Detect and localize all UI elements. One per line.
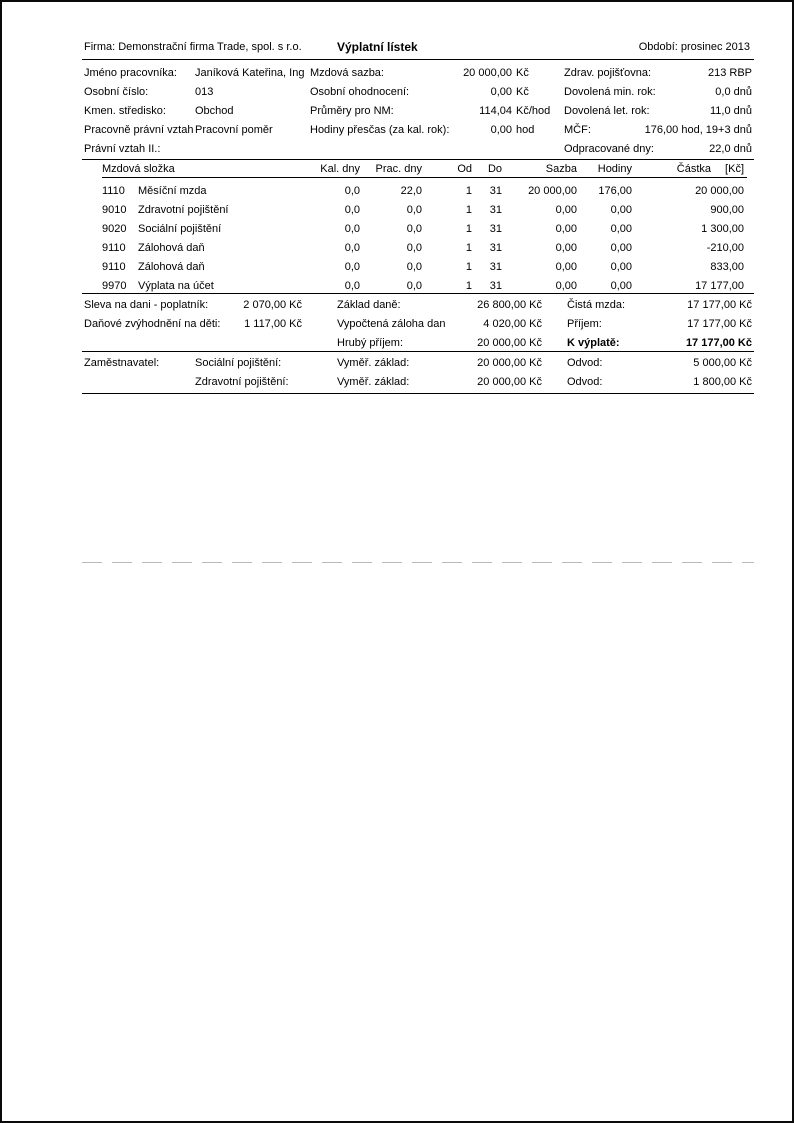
employer-base-label: Vyměř. základ: [337,376,410,388]
wage-hodiny: 176,00 [598,185,632,197]
info-value: 22,0 dnů [709,143,752,155]
employer-odvod-value: 5 000,00 Kč [693,357,752,369]
wage-row [102,201,747,220]
wage-name: Zdravotní pojištění [138,204,229,216]
employer-row [84,354,754,373]
employer-base-value: 20 000,00 Kč [477,357,542,369]
employee-info-column-3 [564,64,754,159]
info-label: Osobní ohodnocení: [310,86,410,98]
info-label: Osobní číslo: [84,86,149,98]
info-row [564,121,754,140]
info-row [310,64,562,83]
info-row [84,121,310,140]
wage-sazba: 0,00 [555,204,577,216]
summary-label: Příjem: [567,318,602,330]
wage-hodiny: 0,00 [610,261,632,273]
wage-od: 1 [465,280,472,292]
wage-kal: 0,0 [344,242,360,254]
info-value: 0,0 dnů [715,86,752,98]
info-row [564,140,754,159]
info-row [564,64,754,83]
divider-summary [82,351,754,352]
summary-label: Čistá mzda: [567,299,626,311]
firm-name: Firma: Demonstrační firma Trade, spol. s r.o. [84,41,302,53]
info-label: Odpracované dny: [564,143,654,155]
info-value: 20 000,00 [463,67,512,79]
info-value: 114,04 [479,105,512,117]
employer-label: Zaměstnavatel: [84,357,160,369]
wage-code: 9020 [102,223,127,235]
wage-od: 1 [465,204,472,216]
wage-od: 1 [465,261,472,273]
wage-od: 1 [465,242,472,254]
info-value: 0,00 [490,86,512,98]
info-value: 0,00 [490,124,512,136]
summary-value: 17 177,00 Kč [687,318,752,330]
divider-bottom [82,393,754,394]
info-label: Průměry pro NM: [310,105,394,117]
wage-name: Zálohová daň [138,242,205,254]
wage-hodiny: 0,00 [610,223,632,235]
summary-value: 2 070,00 Kč [243,299,302,311]
info-value: 213 RBP [707,67,752,79]
wage-do: 31 [489,204,502,216]
wage-code: 9110 [102,242,126,254]
wage-kal: 0,0 [344,223,360,235]
col-header-castka [632,163,744,176]
info-label: Mzdová sazba: [310,67,384,79]
wage-code: 9010 [102,204,127,216]
info-value: 176,00 hod, 19+3 dnů [644,124,752,136]
wage-sazba: 0,00 [555,223,577,235]
employer-base-value: 20 000,00 Kč [477,376,542,388]
summary-value: 20 000,00 Kč [477,337,542,349]
wage-sazba: 20 000,00 [528,185,577,197]
wage-do: 31 [489,223,502,235]
wage-od: 1 [465,185,472,197]
employer-odvod-label: Odvod: [567,357,603,369]
summary-row [84,315,754,334]
wage-prac: 0,0 [406,204,422,216]
info-unit: Kč [516,67,529,79]
divider-info [82,159,754,160]
employer-insurance-name: Zdravotní pojištění: [195,376,289,388]
wage-row [102,239,747,258]
wage-do: 31 [489,280,502,292]
summary-value: 1 117,00 Kč [244,318,302,330]
wage-prac: 0,0 [406,242,422,254]
employee-info-column-2 [310,64,562,140]
info-row [84,64,310,83]
info-row [564,102,754,121]
summary-value: 4 020,00 Kč [483,318,542,330]
info-value: Obchod [195,105,234,117]
wage-sazba: 0,00 [555,280,577,292]
wage-code: 9110 [102,261,126,273]
col-header-name: Mzdová složka [102,163,175,175]
info-unit: hod [516,124,535,136]
cut-line [82,562,754,563]
info-value: 013 [195,86,214,98]
wage-prac: 0,0 [406,261,422,273]
wage-row [102,182,747,201]
info-label: Pracovně právní vztah [84,124,194,136]
summary-value: 26 800,00 Kč [477,299,542,311]
page-title: Výplatní lístek [337,40,418,54]
summary-label: Sleva na dani - poplatník: [84,299,209,311]
info-label: Dovolená min. rok: [564,86,656,98]
col-header-castka-label: Částka [676,163,712,175]
wage-name: Výplata na účet [138,280,214,292]
info-label: Právní vztah II.: [84,143,161,155]
wage-code: 9970 [102,280,127,292]
col-header-od: Od [457,163,472,175]
wage-row [102,258,747,277]
wage-kal: 0,0 [344,261,360,273]
wage-sazba: 0,00 [555,242,577,254]
wage-castka: 20 000,00 [695,185,744,197]
employee-info-column-1 [84,64,310,159]
info-row [84,140,310,159]
summary-label-k-vyplate: K výplatě: [567,337,620,349]
wage-sazba: 0,00 [555,261,577,273]
summary-label: Vypočtená záloha dan [337,318,446,330]
info-unit: Kč [516,86,529,98]
info-label: MČF: [564,124,591,136]
employer-row [84,373,754,392]
wage-table [102,163,747,296]
wage-kal: 0,0 [344,280,360,292]
divider-top [82,59,754,60]
wage-do: 31 [489,185,502,197]
wage-do: 31 [489,261,502,273]
employer-odvod-value: 1 800,00 Kč [693,376,752,388]
employer-insurance-name: Sociální pojištění: [195,357,282,369]
wage-hodiny: 0,00 [610,280,632,292]
wage-hodiny: 0,00 [610,204,632,216]
info-label: Kmen. středisko: [84,105,166,117]
info-label: Jméno pracovníka: [84,67,177,79]
col-header-hodiny: Hodiny [597,163,632,175]
summary-label: Daňové zvýhodnění na děti: [84,318,221,330]
summary-label: Hrubý příjem: [337,337,404,349]
wage-castka: 17 177,00 [695,280,744,292]
wage-hodiny: 0,00 [610,242,632,254]
table-header-underline [102,177,747,178]
wage-row [102,220,747,239]
info-value: Pracovní poměr [195,124,273,136]
wage-prac: 22,0 [400,185,422,197]
period-label: Období: prosinec 2013 [638,41,750,53]
wage-prac: 0,0 [406,280,422,292]
wage-do: 31 [489,242,502,254]
info-value: 11,0 dnů [709,105,752,117]
info-row [310,83,562,102]
wage-name: Sociální pojištění [138,223,222,235]
wage-table-header [102,163,747,176]
employer-odvod-label: Odvod: [567,376,603,388]
divider-table [82,293,754,294]
col-header-do: Do [487,163,502,175]
summary-value-k-vyplate: 17 177,00 Kč [685,337,752,349]
wage-od: 1 [465,223,472,235]
info-label: Zdrav. pojišťovna: [564,67,652,79]
info-row [310,102,562,121]
info-label: Dovolená let. rok: [564,105,650,117]
info-unit: Kč/hod [516,105,551,117]
wage-castka: 833,00 [710,261,744,273]
document-header [2,39,792,55]
col-header-kal-dny: Kal. dny [320,163,360,175]
wage-castka: 1 300,00 [701,223,744,235]
wage-name: Zálohová daň [138,261,205,273]
info-label: Hodiny přesčas (za kal. rok): [310,124,450,136]
wage-castka: 900,00 [710,204,744,216]
info-value: Janíková Kateřina, Ing [195,67,305,79]
wage-name: Měsíční mzda [138,185,207,197]
wage-prac: 0,0 [406,223,422,235]
col-header-prac-dny: Prac. dny [375,163,422,175]
wage-code: 1110 [102,185,125,197]
info-row [84,83,310,102]
summary-value: 17 177,00 Kč [687,299,752,311]
info-row [310,121,562,140]
summary-label: Základ daně: [337,299,401,311]
info-row [84,102,310,121]
summary-row [84,296,754,315]
wage-castka: -210,00 [706,242,744,254]
employer-base-label: Vyměř. základ: [337,357,410,369]
col-header-castka-unit: [Kč] [725,163,744,175]
wage-kal: 0,0 [344,204,360,216]
col-header-sazba: Sazba [545,163,577,175]
wage-kal: 0,0 [344,185,360,197]
info-row [564,83,754,102]
